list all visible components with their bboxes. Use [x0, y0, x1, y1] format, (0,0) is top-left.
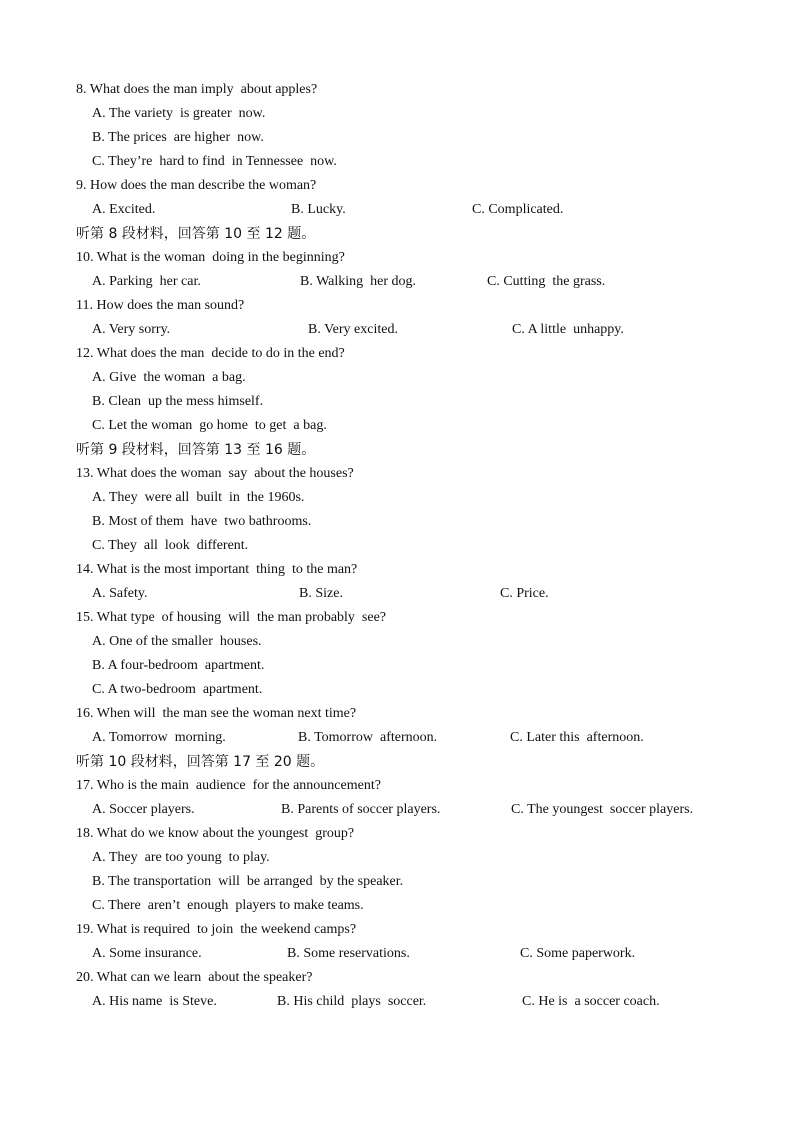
answer-option: A. The variety is greater now. [92, 106, 266, 121]
answer-option: B. His child plays soccer. [277, 994, 427, 1009]
answer-option: B. Tomorrow afternoon. [298, 730, 438, 745]
answer-option: A. Tomorrow morning. [92, 730, 226, 745]
answer-option: B. Very excited. [308, 322, 398, 337]
answer-option: C. Let the woman go home to get a bag. [92, 418, 327, 433]
section-heading: 听第 10 段材料，回答第 17 至 20 题。 [76, 754, 325, 770]
answer-option: C. A two-bedroom apartment. [92, 682, 263, 697]
question-text: 12. What does the man decide to do in the end? [76, 346, 345, 361]
question-text: 19. What is required to join the weekend camps? [76, 922, 357, 937]
answer-option: C. A little unhappy. [512, 322, 624, 337]
answer-option: A. They are too young to play. [92, 850, 270, 865]
answer-option: C. Cutting the grass. [487, 274, 606, 289]
answer-option: C. Price. [500, 586, 549, 601]
question-text: 9. How does the man describe the woman? [76, 178, 317, 193]
answer-option: A. Soccer players. [92, 802, 195, 817]
answer-option: B. Clean up the mess himself. [92, 394, 264, 409]
answer-option: A. Excited. [92, 202, 156, 217]
answer-option: C. The youngest soccer players. [511, 802, 694, 817]
answer-option: A. Parking her car. [92, 274, 201, 289]
answer-option: B. The transportation will be arranged by the speaker. [92, 874, 404, 889]
question-text: 11. How does the man sound? [76, 298, 245, 313]
answer-option: A. His name is Steve. [92, 994, 217, 1009]
answer-option: A. Give the woman a bag. [92, 370, 246, 385]
answer-option: A. Very sorry. [92, 322, 171, 337]
question-text: 10. What is the woman doing in the beginning? [76, 250, 345, 265]
answer-option: A. Safety. [92, 586, 148, 601]
answer-option: B. A four-bedroom apartment. [92, 658, 265, 673]
answer-option: B. Some reservations. [287, 946, 410, 961]
answer-option: C. Some paperwork. [520, 946, 636, 961]
answer-option: B. Size. [299, 586, 343, 601]
answer-option: C. There aren’t enough players to make teams. [92, 898, 364, 913]
answer-option: C. They all look different. [92, 538, 249, 553]
answer-option: B. Parents of soccer players. [281, 802, 441, 817]
answer-option: B. The prices are higher now. [92, 130, 264, 145]
question-text: 14. What is the most important thing to the man? [76, 562, 358, 577]
answer-option: C. He is a soccer coach. [522, 994, 660, 1009]
question-text: 16. When will the man see the woman next time? [76, 706, 357, 721]
question-text: 18. What do we know about the youngest group? [76, 826, 355, 841]
answer-option: A. Some insurance. [92, 946, 202, 961]
question-text: 17. Who is the main audience for the announcement? [76, 778, 381, 793]
answer-option: B. Lucky. [291, 202, 346, 217]
answer-option: A. One of the smaller houses. [92, 634, 262, 649]
answer-option: B. Most of them have two bathrooms. [92, 514, 312, 529]
section-heading: 听第 8 段材料，回答第 10 至 12 题。 [76, 226, 316, 242]
section-heading: 听第 9 段材料，回答第 13 至 16 题。 [76, 442, 316, 458]
answer-option: C. Later this afternoon. [510, 730, 644, 745]
question-text: 13. What does the woman say about the houses? [76, 466, 354, 481]
question-text: 20. What can we learn about the speaker? [76, 970, 313, 985]
question-text: 15. What type of housing will the man probably see? [76, 610, 387, 625]
answer-option: A. They were all built in the 1960s. [92, 490, 305, 505]
answer-option: B. Walking her dog. [300, 274, 417, 289]
answer-option: C. They’re hard to find in Tennessee now. [92, 154, 337, 169]
answer-option: C. Complicated. [472, 202, 564, 217]
question-text: 8. What does the man imply about apples? [76, 82, 318, 97]
